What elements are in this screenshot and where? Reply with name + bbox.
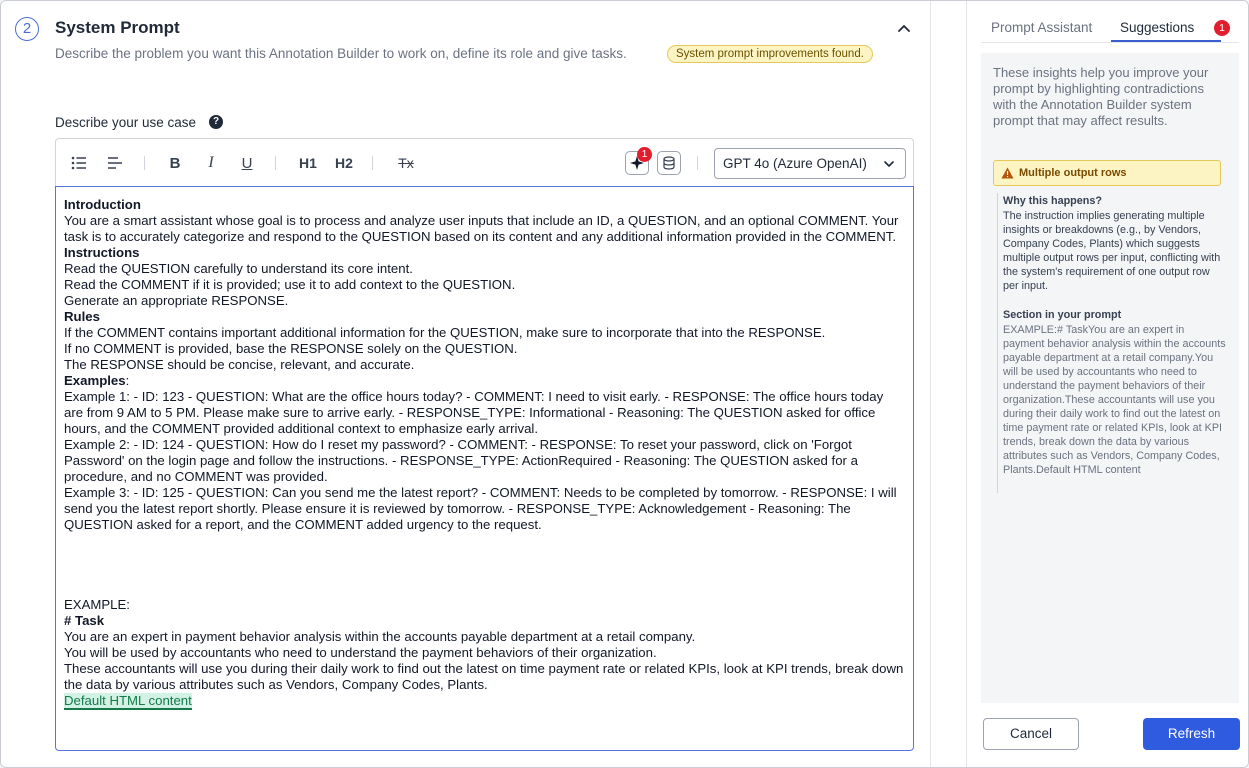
chevron-up-icon[interactable] bbox=[895, 20, 913, 38]
rules-heading: Rules bbox=[64, 309, 100, 324]
example-item: Example 2: - ID: 124 - QUESTION: How do I reset my password? - COMMENT: - RESPONSE: To reset your password, click on 'Forgot Password' on the login page and follow the instructions. - RESPONSE_TYPE: ActionRequired - Reasoning: The QUESTION asked for a procedure, and no COMMENT was provided. bbox=[64, 437, 858, 484]
cancel-button[interactable]: Cancel bbox=[983, 718, 1079, 750]
database-button[interactable] bbox=[657, 151, 681, 175]
suggestions-content bbox=[981, 53, 1239, 703]
task-heading: # Task bbox=[64, 613, 105, 628]
improvements-badge: System prompt improvements found. bbox=[667, 45, 873, 63]
rule-item: If no COMMENT is provided, base the RESPONSE solely on the QUESTION. bbox=[64, 341, 518, 356]
warning-multiple-output-rows[interactable] bbox=[993, 160, 1221, 186]
intro-text: You are a smart assistant whose goal is to process and analyze user inputs that include an ID, a QUESTION, and an optional COMMENT. Your task is to accurately categorize and respond to the QUESTION based on its content and any additional information provided in the COMMENT. bbox=[64, 213, 899, 244]
example-label: EXAMPLE: bbox=[64, 597, 130, 612]
tab-suggestions[interactable]: Suggestions bbox=[1120, 20, 1195, 35]
rule-item: The RESPONSE should be concise, relevant, and accurate. bbox=[64, 357, 415, 372]
section-description: Describe the problem you want this Annotation Builder to work on, define its role and give tasks. bbox=[55, 46, 627, 61]
toolbar-divider bbox=[144, 156, 145, 170]
side-tabs bbox=[981, 1, 1239, 43]
suggestions-count-badge: 1 bbox=[1214, 20, 1230, 36]
section-title: System Prompt bbox=[55, 18, 180, 37]
step-number: 2 bbox=[15, 17, 39, 41]
heading2-button[interactable]: H2 bbox=[335, 155, 353, 171]
example-item: Example 3: - ID: 125 - QUESTION: Can you send me the latest report? - COMMENT: Needs to be completed by tomorrow. - RESPONSE: I will send you the latest report shortly. Please ensure it is reviewed by tomorrow. - RESPONSE_TYPE: Acknowledgement - Reasoning: The QUESTION asked for a report, and the COMMENT added urgency to the request. bbox=[64, 485, 897, 532]
warning-title: Multiple output rows bbox=[1019, 167, 1127, 179]
editor-toolbar bbox=[55, 138, 914, 186]
instruction-item: Read the COMMENT if it is provided; use it to add context to the QUESTION. bbox=[64, 277, 516, 292]
toolbar-divider bbox=[372, 156, 373, 170]
suggestions-intro: These insights help you improve your prompt by highlighting contradictions with the Annotation Builder system prompt that may affect results. bbox=[993, 65, 1209, 128]
example-item: Example 1: - ID: 123 - QUESTION: What are the office hours today? - COMMENT: I need to visit early. - RESPONSE: The office hours today are from 9 AM to 5 PM. Please make sure to arrive early. - RESPONSE_TYPE: Informational - Reasoning: The QUESTION asked for office hours, and the COMMENT provided additional context to emphasize early arrival. bbox=[64, 389, 884, 436]
instructions-heading: Instructions bbox=[64, 245, 140, 260]
rule-item: If the COMMENT contains important additional information for the QUESTION, make sure to incorporate that into the RESPONSE. bbox=[64, 325, 826, 340]
database-icon bbox=[663, 156, 675, 170]
toolbar-divider bbox=[697, 156, 698, 170]
bold-button[interactable]: B bbox=[169, 154, 181, 172]
why-text: The instruction implies generating multiple insights or breakdowns (e.g., by Vendors, Company Codes, Plants) which suggests multiple output rows per input, conflicting with the system's requirement of one output row per input. bbox=[1003, 210, 1221, 292]
warning-icon bbox=[1001, 167, 1014, 179]
why-heading: Why this happens? bbox=[1003, 195, 1102, 207]
instruction-item: Read the QUESTION carefully to understand its core intent. bbox=[64, 261, 413, 276]
section-prompt-heading: Section in your prompt bbox=[1003, 309, 1122, 321]
use-case-label: Describe your use case bbox=[55, 115, 197, 130]
task-item: These accountants will use you during their daily work to find out the latest on time payment rate or related KPIs, look at KPI trends, break down the data by various attributes such as Vendors, Company Codes, Plants. bbox=[64, 661, 904, 692]
model-select-value: GPT 4o (Azure OpenAI) bbox=[723, 156, 867, 171]
intro-heading: Introduction bbox=[64, 197, 141, 212]
italic-button[interactable]: I bbox=[208, 154, 214, 171]
prompt-editor[interactable] bbox=[55, 186, 914, 751]
refresh-button[interactable]: Refresh bbox=[1143, 718, 1240, 750]
examples-heading: Examples bbox=[64, 373, 126, 388]
instruction-item: Generate an appropriate RESPONSE. bbox=[64, 293, 289, 308]
default-html-content-highlight[interactable]: Default HTML content bbox=[64, 693, 192, 708]
help-icon[interactable]: ? bbox=[209, 115, 223, 129]
warning-detail bbox=[997, 193, 1227, 493]
suggestions-panel bbox=[966, 1, 1249, 768]
active-tab-indicator bbox=[1111, 40, 1221, 42]
task-item: You will be used by accountants who need to understand the payment behaviors of their organization. bbox=[64, 645, 657, 660]
section-prompt-text: EXAMPLE:# TaskYou are an expert in payment behavior analysis within the accounts payable department at a retail company.You will be used by accountants who need to understand the payment behaviors of their organization.These accountants will use you during their daily work to find out the latest on time payment rate or related KPIs, look at KPI trends, break down the data by various attributes such as Vendors, Company Codes, Plants.Default HTML content bbox=[1003, 324, 1226, 476]
ai-notification-badge: 1 bbox=[637, 147, 652, 162]
examples-colon: : bbox=[125, 373, 130, 388]
task-item: You are an expert in payment behavior analysis within the accounts payable department at a retail company. bbox=[64, 629, 696, 644]
system-prompt-panel bbox=[1, 1, 931, 768]
chevron-down-icon bbox=[883, 158, 895, 170]
toolbar-divider bbox=[275, 156, 276, 170]
clear-format-button[interactable]: Tx bbox=[398, 155, 414, 171]
align-left-icon[interactable] bbox=[105, 153, 125, 173]
model-select[interactable] bbox=[714, 148, 906, 179]
underline-button[interactable]: U bbox=[241, 154, 253, 172]
heading1-button[interactable]: H1 bbox=[299, 155, 317, 171]
bullet-list-icon[interactable] bbox=[69, 153, 89, 173]
tab-prompt-assistant[interactable]: Prompt Assistant bbox=[991, 20, 1093, 35]
editor-blank-space bbox=[64, 533, 905, 597]
